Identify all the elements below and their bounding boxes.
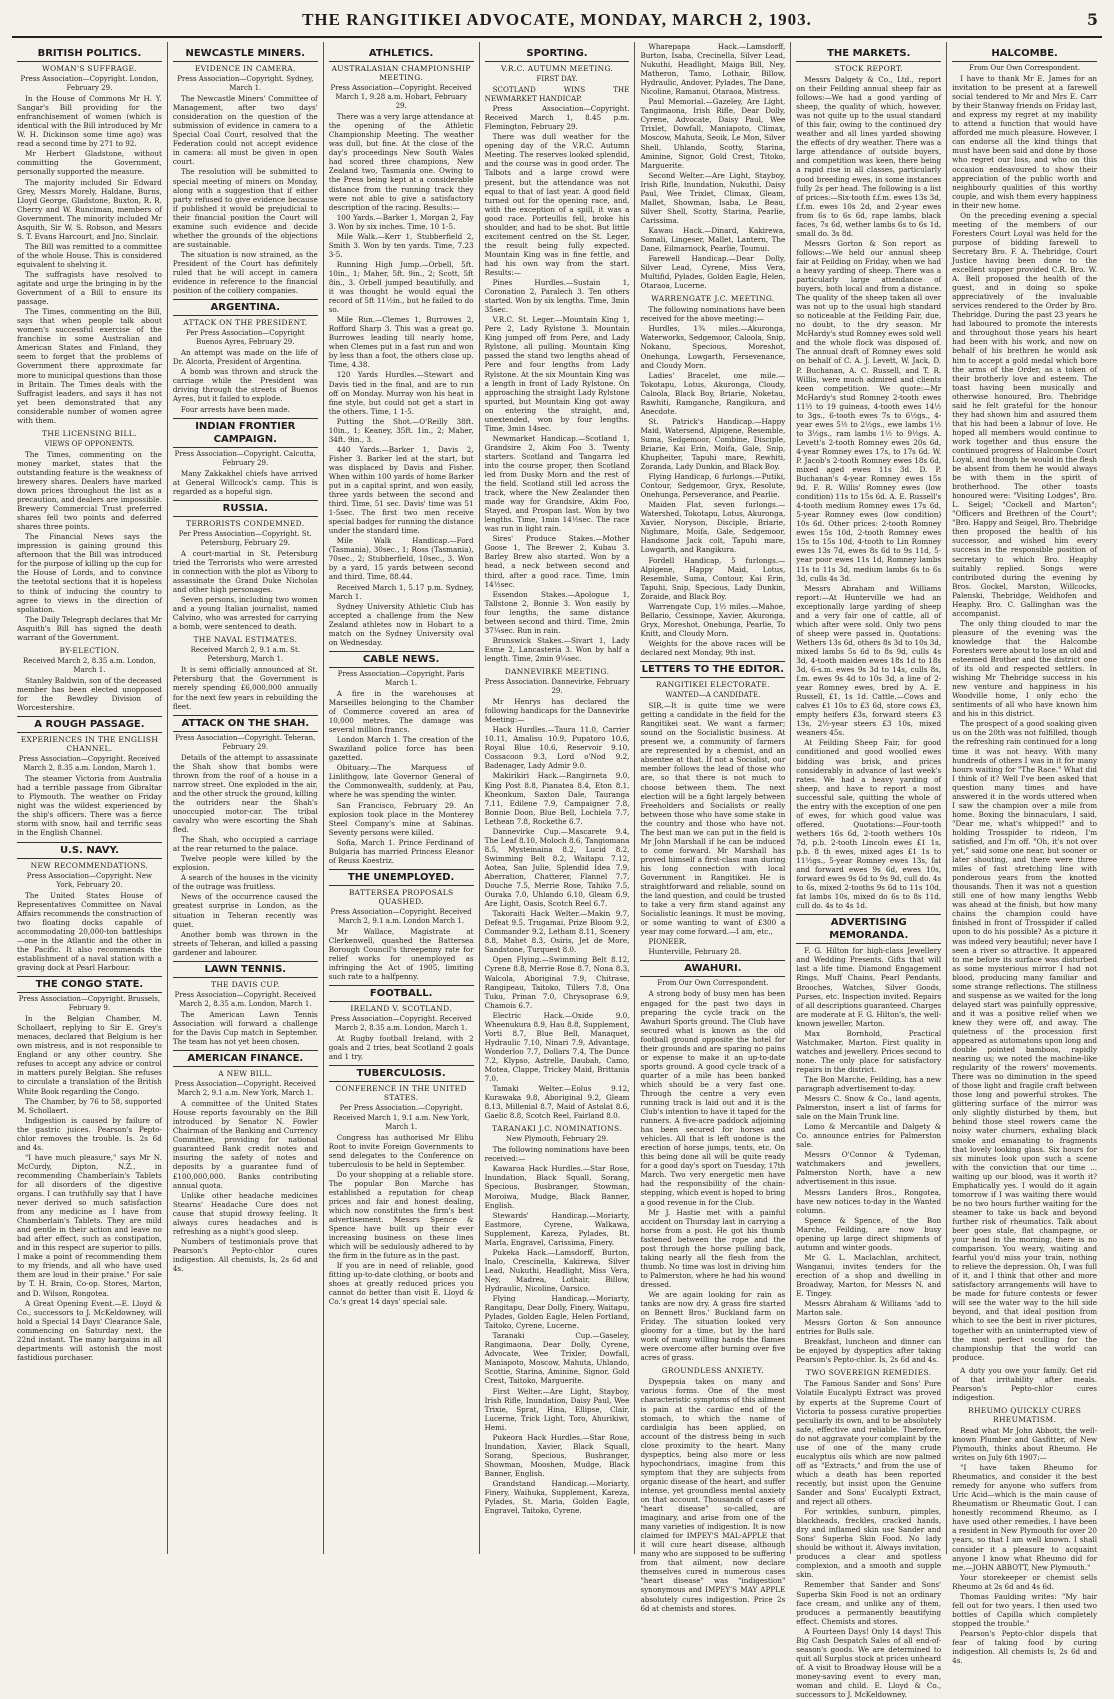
article-paragraph: Flying Handicap.—Moriarty, Rangitapu, Dear Dolly, Finery, Waitapu, Pylades, Golden Eagle, Helen Fortland, Taitoko, Cyrene, Lucerne.: [484, 1294, 630, 1331]
article-paragraph: Mile Walk.—Kerr 1, Stubberfield 2, Smith 3. Won by ten yards. Time, 7.23 3-5.: [328, 231, 474, 259]
article-headline: THE MARKETS.: [796, 46, 941, 62]
article-paragraph: For wrinkles, sunburn, pimples, blackheads, freckles, cracked hands, dry and inflamed skin use Sander and Sons' Superba Skin Food. No lady should be without it. Always invitation, produces a clear and spotless complexion, and a smooth and supple skin.: [796, 1507, 942, 1580]
article-headline: LETTERS TO THE EDITOR.: [640, 661, 785, 678]
article-paragraph: Numbers of testimonials prove that Pearson's Pepto-chlor cures indigestion. All chemists, Is, 2s 6d and 4s.: [172, 1236, 318, 1273]
article: [796, 46, 941, 910]
article-subheading: EXPERIENCES IN THE ENGLISH CHANNEL.: [20, 735, 159, 754]
article: [173, 418, 318, 496]
article-dateline: Press Association—Copyright. Received March 2, 9.1 a.m. London March 1.: [330, 907, 472, 925]
article-paragraph: We are again looking for rain as tanks are now dry. A grass fire started on Bennett Bros.' Buckland farm on Friday. The situation looked very gloomy for a time, but by the hard work of many willing hands the flames were overcome after burning over five acres of grass.: [640, 1290, 786, 1363]
article: [173, 1050, 318, 1273]
article-dateline: New Plymouth, February 29.: [505, 1135, 609, 1144]
article-paragraph: Four arrests have been made.: [180, 404, 290, 414]
article: [329, 1065, 474, 1306]
article-paragraph: An attempt was made on the life of Dr. Alcorta, President of Argentina.: [172, 348, 318, 367]
page-number: 5: [1086, 10, 1098, 29]
article-subheading: NEW RECOMMENDATIONS.: [30, 860, 149, 870]
article-paragraph: A duty you owe your family. Get rid of that irritability after meals. Pearson's Pepto-chlor cures indigestion.: [952, 1365, 1098, 1402]
article-subheading: DANNEVIRKE MEETING.: [504, 667, 610, 676]
article-paragraph: The only thing clouded to mar the pleasure of the evening was the knowledge that the Halcombe Foresters were about to lose an old and esteemed Brother and the district one of its old and respected settlers. In wishing Mr Thebridge success in his new venture and happiness in his Woodville home, I only echo the sentiments of all who have known him and his in this district.: [952, 618, 1098, 719]
article-paragraph: Seven persons, including two women and a young Italian journalist, named Calvino, who was arrested for carrying a bomb, were sentenced to death.: [172, 595, 318, 632]
article-subheading: THE NAVAL ESTIMATES.: [193, 635, 298, 645]
article: [173, 500, 318, 632]
article-paragraph: The following nominations have been received for the above meeting:—: [640, 305, 786, 324]
article-paragraph: Farewell Handicap.—Dear Dolly, Silver Lead, Cyrene, Miss Vera, Multifid, Pylades, Golden Eagle, Helen, Otaraoa, Lucerne.: [640, 254, 786, 291]
article-paragraph: Electric Hack.—Oxide 9.0, Wheenukura 8.9, Hau 8.8, Supplement, Vorti 8.7, Blue Bell, Manaquet, Hydraulic 7.10, Ninari 7.9, Advantage, Wonderloo 7.7, Dollars 7.4, The Dunce 7.2, Klypso, Astrelle, Daubah, Camo, Motea, Clappe, Trickey Maid, Brittania 7.0.: [484, 1010, 630, 1084]
article-paragraph: It is semi officially announced at St. Petersburg that the Government is merely spending £6,000,000 annually for the next few years in rebuilding the fleet.: [172, 665, 318, 711]
article-paragraph: Mr Henrys has declared the following handicaps for the Dannevirke Meeting:—: [484, 697, 630, 725]
article-paragraph: The Shah, who occupied a carriage at the rear returned to the palace.: [172, 835, 318, 854]
article-paragraph: The situation is now strained, as the President of the Court has definitely ruled that he will accept in camera evidence in reference to the financial position of the colliery companies.: [172, 249, 318, 296]
article-paragraph: Putting the Shot.—O'Reilly 38ft. 10in., 1; Keaney, 35ft. 1in., 2; Maher, 34ft. 9in., 3.: [328, 416, 474, 444]
article-paragraph: Remember that Sander and Sons' Superba Skin Food is not an ordinary face cream, and unlike any of them, produces a permanently beautifying effect. Chemists and stores.: [796, 1580, 942, 1626]
article-paragraph: Kawau Hack.—Dinard, Kakirewa, Somali, Lingeser, Mallet, Lantern, The Dane, Eilmarnock, Pearlie, Toumui.: [640, 225, 786, 254]
article-paragraph: The suffragists have resolved to agitate and urge the bringing in by the Government of a Bill to ensure its passage.: [17, 269, 162, 307]
article-paragraph: A Fourteen Days! Only 14 days! This Big Cash Despatch Sales of all end-of-season's goods. We are determined to quit all Surplus stock at prices unheard of. A visit to Broadway House will be a money-saving event to every man, woman and child. E. Lloyd & Co., successors to J. McKeldowney.: [796, 1626, 942, 1699]
article-paragraph: Weights for the above races will be declared next Monday, 9th inst.: [640, 638, 786, 657]
article-paragraph: Pines Hurdles.—Sustain 1, Coronation 2, Paralech 3. Ten others started. Won by six lengths. Time, 3min 35sec.: [484, 278, 630, 315]
article-headline: CABLE NEWS.: [329, 651, 474, 668]
article: [485, 667, 630, 1120]
article-dateline: Press Association—Copyright. London, February 29.: [20, 75, 159, 93]
article-subheading: TERRORISTS CONDEMNED.: [186, 518, 305, 528]
article: [640, 294, 785, 657]
article-subheading: STOCK REPORT.: [834, 64, 903, 73]
article-paragraph: The Famous Sander and Sons' Pure Volatile Eucalypti Extract was proved by experts at the Supreme Court of Victoria to possess curative properties peculiarly its own, and to be absolutely safe, effective and reliable. Therefore, do not aggravate your complaint by the use of one of the many crude eucalyptus oils which are now palmed off as "Extracts," and from the use of which a death has been reported recently, but insist upon the Genuine Sander and Sons' Eucalypti Extract, and reject all others.: [796, 1379, 942, 1507]
article-subheading: TWO SOVEREIGN REMEDIES.: [806, 1368, 932, 1378]
article-subheading: BATTERSEA PROPOSALS QUASHED.: [348, 887, 454, 906]
article-subheading: EVIDENCE IN CAMERA.: [194, 64, 296, 73]
article-paragraph: SIR,—It is quite time we were getting a candidate in the field for the Rangitikei seat. We want a farmer; sound on the Socialistic business. At present we, a community of farmers are represented by a chemist, and an absentee at that. If not a Socialist, our member follows the lead of those who are, so that there is not much to choose between them. The next election will be a fight largely between Freeholders and Socialists or really between those who have some stake in the country and those who have not. The best man we can put in the field is Mr John Marshall if he can be induced to come forward. Mr Marshall has proved himself a first-class man during his long connection with local Government in Rangitikei. He is straightforward and reliable, sound on the land question, and could be trusted to take a very firm stand against any Socialistic leanings. It must be moving, or some wanting to want of £300 a year may come forward.—I am, etc.,: [640, 701, 786, 937]
article-paragraph: London March 1. The creation of the Swaziland police force has been gazetted.: [328, 735, 474, 763]
article-paragraph: Hurdles, 1¾ miles.—Akuronga, Waterworks, Sedgemoor, Caloola, Snip, Nokanu, Specious, Moreshot, Onehunga, Lowgarth, Fersevenance, and Cloudy Morn.: [640, 324, 786, 370]
article-paragraph: "I have much pleasure," says Mr N. McCurdy, Dipton, N.Z., in recommending Chamberlain's Tablets for all disorders of the digestive organs. I can truthfully say that I have never derived so much satisfaction from any medicine as I have from Chamberlain's Tablets. They are mild and gentle in their action and leave no bad after effect, such as constipation, and in this respect are superior to pills. I make a point of recommending them to my friends, and all who have used them are loud in their praise." For sale by T. H. Brain, Co-op. Stores, Marton, and D. Wilson, Rongotea.: [17, 1152, 162, 1298]
masthead: [12, 10, 1102, 38]
article: [17, 646, 162, 712]
article-paragraph: Spence & Spence, of the Bon Marche, Feilding, are now busy opening up large direct shipments of autumn and winter goods.: [796, 1215, 942, 1252]
article-paragraph: The United States House of Representatives Committee on Naval Affairs recommends the construction of two floating docks capable of accommodating 20,000-ton battleships—one in the Atlantic and the other in the Pacific. It also recommends the establishment of a naval station with a graving dock at Pearl Harbour.: [17, 890, 162, 972]
article-paragraph: 440 Yards.—Barker 1, Davis 2, Fisher 3. Barker led at the start, but was displaced by Davis and Fisher. When within 100 yards of home Barker put in a capital sprint, and won easily, three yards between the second and third. Time, 51 sec. Davis' time was 51 1-5sec. The first two men receive special badges for running the distance under the standard time.: [328, 444, 474, 536]
article-paragraph: In the Belgian Chamber, M. Schollaert, replying to Sir E. Grey's menaces, declared that Belgium is her own mistress, and is not responsible to England or any other country. She refuses to accept any advice or control in matters purely Belgian. She refuses to circulate a translation of the British White Book regarding the Congo.: [17, 1014, 162, 1096]
article-dateline: WANTED—A CANDIDATE.: [665, 691, 761, 700]
article-dateline: Press Association—Copyright. Sydney, March 1.: [177, 75, 314, 93]
article-subheading: A NEW BILL.: [218, 1069, 273, 1079]
article: [17, 842, 162, 973]
article-paragraph: Mr Wallace, Magistrate at Clerkenwell, quashed the Battersea Borough Council's threepenny rate for relief works for unemployed as infringing the Act of 1905, limiting such rate to a halfpenny.: [328, 926, 474, 982]
article-paragraph: Breakfast, luncheon and dinner can be enjoyed by dyspeptics after taking Pearson's Pepto-chlor. Is, 2s 6d and 4s.: [796, 1337, 942, 1365]
article-paragraph: The Bon Marche, Feilding, has a new paragraph advertisement to-day.: [796, 1074, 942, 1094]
article: [173, 299, 318, 413]
article-paragraph: The Daily Telegraph declares that Mr Asquith's Bill has signed the death warrant of the Government.: [17, 614, 162, 642]
article-subheading: TARANAKI J.C. NOMINATIONS.: [492, 1124, 622, 1134]
article-paragraph: Obituary.—The Marquess of Linlithgow, late Governor General of the Commonwealth, suddenly, at Pau, where he was spending the winter.: [328, 763, 474, 800]
article-paragraph: St. Patrick's Handicap.—Happy Maid, Watersend, Alpigene, Resemble, Suma, Sedgemoor, Combine, Disciple, Briarie, Kai Erin, Moifa, Gale, Snip, Khupheiter, Tapuhi mare, Rewhiti, Zoranda, Lady Dunkin, and Black Boy.: [640, 416, 786, 472]
article: [17, 46, 162, 425]
article-paragraph: Sydney University Athletic Club has accepted a challenge from the New Zealand athletes now in Hobart to a match on the Sydney University oval on Wednesday.: [328, 601, 474, 647]
article-paragraph: The American Lawn Tennis Association will forward a challenge for the Davis Cup match in September. The team has not yet been chosen.: [172, 1009, 318, 1046]
article-paragraph: There was dull weather for the opening day of the V.R.C. Autumn Meeting. The reserves looked splendid, and the course was in good order. The Talbots and a large crowd were present, but the attendance was not equal to that of last year. A good field turned out for the opening race, and, with the exception of a spill, it was a good race. Porteullis fell, broke his shoulder, and had to be shot. But little excitement centred on the St. Leger, the result being fully expected. Mountain King was in fine fettle, and had his own way from the start. Results:—: [484, 132, 630, 277]
article-paragraph: Grandstand Handicap.—Moriarty, Finery, Waihuka, Supplement, Kareza, Pylades, St. Maria, Golden Eagle, Engravel, Taitoko, Cyrene.: [484, 1478, 630, 1516]
article-headline: FOOTBALL.: [329, 985, 474, 1002]
article-paragraph: Mile Run.—Clemes 1, Burrowes 2, Rofford Sharp 3. This was a great go. Burrowes leading till nearly home, when Clemes put in a fast run and won by less than a foot, the others close up. Time, 4.38.: [328, 315, 474, 370]
column-4: [480, 42, 636, 1554]
article-dateline: VIEWS OF OPPONENTS.: [44, 439, 135, 448]
article-paragraph: A strong body of busy men has been engaged for the past two days in preparing the cycle track on the Awahuri Sports ground. The Club have secured what is known as the old football ground opposite the hotel for their grounds and are sparing no pains or expense to make it an up-to-date sports ground. A good cycle track of a quarter of a mile has been banked which should be a very fast one. Through the centre a very even running track is laid out and it is the Club's intention to have it taped for the runners. A five-acre paddock adjoining has been secured for horses and vehicles. All that is left undone is the erection of horse jumps, tents, etc. On this being done all will be quite ready for a good day's sport on Tuesday, 17th March. Two very energetic men have had the responsibility of the chain-stepping, which event is hoped to bring a good revenue in for the Club.: [640, 989, 786, 1207]
columns-container: [12, 42, 1102, 1699]
article-paragraph: The majority included Sir Edward Grey, Messrs Morely, Haldane, Burns, Lloyd George, Gladstone, Buxton, R. R. Cherry and W. Runciman, members of Government. The minority included Mr Asquith, Sir W. S. Robson, and Messrs S. T. Evans Harcourt, and Jno. Sinclair.: [17, 177, 162, 241]
article: [952, 46, 1097, 1362]
article-paragraph: Open Flying.—Swimming Belt 8.12, Cyrene 8.8, Merrie Rose 8.7, Nona 8.3, Walcola, Aboriginal 7.9, Chitrase, Rangipeau, Taitoko, Tillers 7.8, Ona Tuku, Prinan 7.0, Chrysoprase 6.9, Chamois 6.7.: [484, 955, 630, 1010]
article-paragraph: Messrs Abraham & Williams 'add to Marton sale.: [796, 1299, 942, 1318]
article-paragraph: Messrs Abraham and Williams report:—At Hunterville we had an exceptionally large yarding of sheep and a very fair one of cattle, all of which after were sold. Only two pens of sheep were passed in. Quotations: Wethers 13s 6d, others 8s 3d to 10s 3d, mixed lambs 5s 6d to 8s 9d, culls 4s 3d, 4-tooth maiden ewes 18s 1d to 18s 3d, 6-s.m. ewes 9s 3d to 14s, culls 8s, f.m. ewes 9s 4d to 10s 3d, a line of 2-year Romney ewes, bred by A. E. Russell, £1, 1s 1d. Cattle.—Cows and calves £1 10s to £3 6d, store cows £3, empty heifers £3s, forward steers £3 13s, 2½-year steers £3 10s, mixed weaners 45s.: [796, 583, 942, 738]
article-headline: A ROUGH PASSAGE.: [17, 716, 162, 733]
article-paragraph: First Welter.—Are Light, Stayboy, Irish Rifle, Inundation, Daisy Paul, Wee Trixie, Sprat, Hina, Ellipse, Clair, Lucerne, Trick Light, Toro, Ahurikiwi, Hemi.: [484, 1386, 630, 1432]
article-paragraph: Stanley Baldwin, son of the deceased member has been elected unopposed for the Bewdley Division of Worcestershire.: [17, 675, 162, 713]
article: [173, 715, 318, 957]
article-subheading: RANGITIKEI ELECTORATE.: [655, 680, 770, 690]
article-headline: ATHLETICS.: [329, 46, 474, 62]
article-paragraph: Warrengate Cup, 1½ miles.—Mahoe, Bellario, Cessinope, Xavier, Akuronga, Gryx, Moreshot, Onehunga, Pearlie, To Knitt, and Cloudy Morn.: [640, 601, 786, 638]
article: [485, 1124, 630, 1515]
article-paragraph: The Financial News says the impression is gaining ground this afternoon that the Bill was introduced for the purpose of killing up the cup for the House of Lords, and to convince the teetotal sections that it is hopeless to think of inducing the country to agree to views in the direction of spoliation.: [17, 532, 162, 614]
article-paragraph: Fordell Handicap, 5 furlongs.—Alpigene, Happy Maid, Lotus, Resemble, Suma, Contour, Kai Erin, Tapuhi, Snip, Specious, Lady Dunkin, Zoraide, and Black Boy.: [640, 555, 786, 601]
article-paragraph: Maiden Flat, seven furlongs.—Watershed, Tokotapu, Lotus, Akuronga, Xavier, Noryson, Disciple, Briarie, Nighmare, Moifa, Gale, Sedgemoor, Handsome Jack colt, Tapuhi mare, Lowgarth, and Rangikura.: [640, 500, 786, 555]
article-dateline: Press Association—Copyright. Received March 1, 9.28 a.m. Hobart, February 29.: [330, 84, 472, 111]
article-dateline: Press Association—Copyright. Received March 2, 8.35 a.m. London, March 1.: [330, 1015, 472, 1033]
article-dateline: Press Association—Copyright. Paris March 1.: [337, 669, 465, 687]
article-headline: ATTACK ON THE SHAH.: [173, 715, 318, 732]
newspaper-page: [12, 10, 1102, 1699]
column-5: [635, 42, 791, 1613]
article-headline: NEWCASTLE MINERS.: [173, 46, 318, 62]
article-paragraph: Stewards' Handicap.—Moriarty, Eastmore, Cyrene, Walkawa, Supplement, Kareza, Pylades, Bt. Marla, Engravel, Carissima, Finery.: [484, 1210, 630, 1247]
article-headline: U.S. NAVY.: [17, 842, 162, 859]
article: [329, 46, 474, 647]
article-paragraph: Mile Walk Handicap.—Ford (Tasmania), 30sec., 1; Ross (Tasmania), 70sec., 2; Stubberfield, 10sec., 3. Won by a yard, 15 yards between second and third. Time, 88.44.: [328, 536, 474, 582]
article-subheading: V.R.C. AUTUMN MEETING.: [500, 64, 614, 73]
column-3: [324, 42, 480, 1554]
article: [796, 914, 941, 1364]
article: [173, 961, 318, 1046]
article-headline: HALCOMBE.: [952, 46, 1097, 62]
article-headline: ADVERTISING MEMORANDA.: [796, 914, 941, 944]
article-paragraph: Wharepapa Hack.—Lamsdorff, Burton, Isaba, Crecinella, Silver Lead, Nukuthi, Headlight, Maiga Bill, Ney, Matheron, Tamo, Lothair, Billow, Hydraulic, Andover, Pylades, The Dane, Nicoline, Ramanui, Otaraoa, Mistress.: [640, 42, 786, 97]
article-dateline: Press Association—Copyright. Calcutta, February 29.: [174, 449, 316, 467]
article-paragraph: The resolution will be submitted to special meeting of miners on Monday, along with a suggestion that if either party refused to give evidence because if published it would be prejudicial to their financial position the Court will examine such evidence and decide whether the grounds of the objections are sustainable.: [172, 167, 318, 249]
article: [952, 1406, 1097, 1665]
article-dateline: Per Press Association—Copyright Buenos Ayres, February 29.: [185, 329, 305, 347]
article-paragraph: Second Welter.—Are Light, Stayboy, Irish Rifle, Inundation, Nukuthi, Daisy Paul, Wee Trixlet, Climax, Gleam, Mallet, Showman, Isaba, Le Beau, Silver Shell, Scotty, Starina, Pearlie, Carissima.: [640, 170, 786, 225]
article-dateline: Press Association—Copyright. Received March 2, 8.35 a.m. London, March 1.: [18, 755, 161, 773]
article-subheading: THE LICENSING BILL.: [42, 428, 137, 438]
article-paragraph: Makirikiri Hack.—Rangirneta 9.0, King Post 8.8, Pianatea 8.4, Eton 8.1, Kheonkum, Saxton Dale, Tauranga 7.11, Edilene 7.9, Campaigner 7.8, Bonnie Doon, Blue Bell, Lochiela 7.7, Lethean 7.8, Rockethe 6.7.: [484, 771, 630, 826]
article-paragraph: Another bomb was thrown in the streets of Teheran, and killed a passing gardener and labourer.: [172, 929, 318, 957]
column-6: [791, 42, 947, 1699]
article-paragraph: Essendon Stakes.—Apologue 1, Tallstone 2, Bonnie 3. Won easily by four lengths, the same distance between second and third. Time, 2min 37¼sec. Run in rain.: [484, 589, 630, 635]
article-paragraph: SCOTLAND WINS THE NEWMARKET HANDICAP.: [484, 85, 630, 104]
article-paragraph: The steamer Victoria from Australia had a terrible passage from Gibraltar to Plymouth. The weather on Friday night was the wildest experienced by the ship's officers. There was a fierce storm with snow, hail and terrific seas in the English Channel.: [17, 774, 162, 838]
article: [329, 651, 474, 865]
article-paragraph: A committee of the United States House reports favourably on the Bill introduced by Senator N. Fowler Chairman of the Banking and Currency Committee, providing for national guaranteed Bank credit notes and insuring the safety of notes and deposits by a guarantee fund of £100,000,000. Banks contributing annual quota.: [172, 1099, 318, 1190]
article-paragraph: In the House of Commons Mr H. Y. Sangar's Bill providing for the enfranchisement of women (which is identical with the Bill introduced by Mr W. H. Dickinson some time ago) was read a second time by 271 to 92.: [17, 94, 162, 149]
article-paragraph: Messrs Landers Bros., Rongotea, have new notices to-day in the Wanted column.: [796, 1187, 942, 1215]
article-paragraph: Running High Jump.—Orbell, 5ft. 10in., 1; Maher, 5ft. 9in., 2; Scott, 5ft 8in., 3. Orbell jumped beautifully, and it was thought he would equal the record of 5ft 11½in., but he failed to do so.: [328, 259, 474, 315]
article-paragraph: Newmarket Handicap.—Scotland 1, Grandsire 2, Akim Foo 3. Twenty starters. Scotland and Tangarra led into the course proper, then Scotland led from Dusky Morn and the rest of the field. Scotland still led across the track, where the New Zealander then made way for Grandsire, Akim Foo, Stayed, and Prospan last. Won by two lengths. Time, 1min 14½sec. The race was run in light rain.: [484, 433, 630, 534]
article-paragraph: Messrs Gorton & Son announce entries for Bulls sale.: [796, 1318, 942, 1337]
article-paragraph: Indigestion is caused by failure of the gastric juices. Pearson's Pepto-chlor removes the trouble. Is. 2s 6d and 4s.: [17, 1115, 162, 1152]
article-dateline: FIRST DAY.: [536, 75, 578, 83]
article-paragraph: "I have taken Rheumo for Rheumatics, and consider it the best remedy for anyone who suffers from Uric Acid—which is the main cause of Rheumatism or Rheumatic Gout. I can honestly recommend Rheumo, as I have used other remedies. I have been a resident in New Plymouth for over 20 years, so that I am well known. I shall consider it a pleasure to acquaint anyone I know what Rheumo did for me.—JOHN ABBOTT, New Plymouth.": [952, 1463, 1098, 1572]
article-paragraph: F. G. Hilton for high-class Jewellery and Wedding Presents. Gifts that will last a life time. Diamond Engagement Rings, Muff Chains, Pearl Pendants, Brooches, Watches, Silver Goods, Purses, etc. Inspection invited. Repairs of all descriptions guaranteed. Charges are moderate at F. G. Hilton's, the well-known jeweller, Marton.: [796, 946, 942, 1028]
article-headline: TUBERCULOSIS.: [329, 1065, 474, 1082]
column-7: [947, 42, 1102, 1666]
article: [173, 46, 318, 295]
article-paragraph: Do your shopping at a reliable store. The popular Bon Marche has established a reputation for cheap prices and fair and honest dealing, which now constitutes the firm's best advertisement. Messrs Spence & Spence have built up their ever increasing business on these lines which will be sedulously adhered to by the firm in the future as in the past.: [328, 1169, 474, 1261]
article-paragraph: Dyspepsia takes on many and various forms. One of the most characteristic symptoms of this ailment is pain at the cardiac end of the stomach, to which the name of cardialgia has been applied, on account of the distress being in such close proximity to the heart. Many dyspeptics, being also more or less hypochondriacs, imagine from this symptom that they are subjects from organic disease of the heart, and suffer intense, yet groundless mental anxiety on that account. Thousands of cases of "heart disease" so-called, are imaginary, and arise from one of the many varieties of indigestion. It is now claimed for IMPEY'S MAL-APPLE that it will cure heart disease, although many who are supposed to be suffering from that ailment, now declare themselves cured in numerous cases "heart disease" was "indigestion" synonymous and IMPEY'S MAY APPLE absolutely cures indigestion. Price 2s 6d at chemists and stores.: [640, 1377, 786, 1613]
article-dateline: Press Association—Copyright. Received March 2, 8.35 a.m. London, March 1.: [174, 990, 316, 1008]
article-dateline: From Our Own Correspondent.: [969, 64, 1081, 72]
article-dateline: Press Association—Copyright. Teheran, February 29.: [175, 733, 316, 751]
article: [640, 1366, 785, 1612]
article-paragraph: A fire in the warehouses at Marseilles belonging to the Chamber of Commerce covered an area of 10,000 metres. The damage was several million francs.: [328, 688, 474, 735]
article-paragraph: Kawaroa Hack Hurdles.—Star Rose, Inundation, Black Squall, Sorang, Specious, Busbranger, Stowman, Moroiwa, Mudge, Black Banner, English.: [484, 1164, 630, 1210]
article-subheading: GROUNDLESS ANXIETY.: [661, 1366, 765, 1376]
article-paragraph: Mr J. Hastie met with a painful accident on Thursday last in carrying a horse from a post. He got his thumb fastened between the rope and the post through the horse pulling back, taking nearly all the flesh from the thumb. No time was lost in driving him to Palmerston, where he had his wound dressed.: [640, 1207, 786, 1289]
article-headline: THE CONGO STATE.: [17, 976, 162, 993]
article-subheading: WOMAN'S SUFFRAGE.: [41, 64, 137, 73]
article-paragraph: Messrs Gorton & Son report as follows:—We held our annual sheep fair at Feilding on Friday, when we had a heavy yarding of sheep. There was a particularly large attendance of buyers, both local and from a distance. The quality of the sheep taken all over was not up to the usual high standard so noticeable at the Feilding Fair, due, no doubt, to the dry season. Mr McHardy's stud Romney ewes sold well and the whole flock was disposed of. The annual draft of Romney ewes sold on behalf of C. A. J. Levett, W. Jack, D. P. Buchanan, A. C. Russell, and T. R. Willis, were much admired and clients keen competition. We quote:—Mr McHardy's stud Romney 2-tooth ewes 11½ to 19 guineas, 4-tooth ewes 14½ to 3gs., 6-tooth ewes 7s to 6½gs., 4-year ewes 5½ to 2½gs., ewe lambs 1½ to 3½gs., ram lambs 1½ to 9½gs. A. Levett's 2-tooth Romney ewes 20s 6d, 4-year Romney ewes 17s, to 17s 6d. W. P. Jacob's 2-tooth Romney ewes 18s 6d, mixed aged ewes 11s 3d. D. P. Buchanan's 4-year Romney ewes 15s 9d. F. R. Willis' Romney ewes (low condition) 11s to 15s 6d. A. E. Russell's 4-tooth medium Romney ewes 17s 6d, 5-year Romney ewes (low condition) 10s 6d. Other prices: 2-tooth Romney ewes 15s 10d, 2-tooth Romney ewes 15s to 15s 10d, 4-tooth to Lin Romney ewes 13s 7d, ewes 8s 6d to 9s 11d, 5-year poor ewes 11s 1d, Romney lambs 11s to 11s 3d, medium lambs 6s to 6s 3d, culls 4s 3d.: [796, 238, 942, 583]
article-paragraph: The Newcastle Miners' Committee of Management, after two days' consideration on the question of the submission of evidence in camera to a Special Coal Court, resolved that the Federation could not accept evidence in camera: all must be given in open court.: [172, 94, 318, 167]
article-paragraph: Sires' Produce Stakes.—Mother Goose 1, The Brewer 2, Kubau 3. Barley Brew also started. Won by a head, a neck between second and third, after a good race. Time, 1min 14½sec.: [484, 534, 630, 589]
article-paragraph: Messrs Dalgety & Co., Ltd., report on their Feilding annual sheep fair as follows:—We had a good yarding of sheep, the quality of which, however, was not quite up to the usual standard of this fair, owing to the continued dry weather and all lines yarded showing the effects of dry weather. There was a large attendance of outside buyers, and competition was keen, there being a rapid rise in all classes, particularly good breeding ewes, in some instances fully 2s per head. The following is a list of prices:—Six-tooth f.f.m. ewes 13s 3d, f.f.m. ewes 10s 2d, and 2-year ewes from 6s to 6s 6d, rape lambs, black faces, 7s 6d, wether lambs 6s to 6s 1d, small do. 3s 8d.: [796, 75, 942, 238]
article-paragraph: Hunterville, February 28.: [648, 947, 742, 957]
article-paragraph: The Times, commenting on the Bill, says that when people talk about women's successful exercise of the franchise in some Australian and American States and Finland, they seem to forget that the problems of Government there approximate far more to municipal questions than those in Britain. The Times deals with the Suffragist leaders, and says it has not yet been demonstrated that any considerable number of women agree with them.: [17, 307, 162, 425]
article-dateline: Per Press Association—Copyright. St. Petersburg, February 29.: [178, 529, 312, 547]
article-paragraph: Press Association—Copyright. Received March 1, 8.45 p.m. Flemington, February 29.: [484, 104, 630, 132]
article-headline: INDIAN FRONTIER CAMPAIGN.: [173, 418, 318, 448]
article-paragraph: A Great Opening Event.—E. Lloyd & Co., successors to J. McKeldowney, will hold a Special 14 Days' Clearance Sale, commencing on Saturday next, the 22nd instant. The many bargains in all departments will astonish the most fastidious purchaser.: [17, 1298, 162, 1362]
masthead-title: THE RANGITIKEI ADVOCATE, MONDAY, MARCH 2, 1903.: [302, 10, 812, 29]
article-paragraph: Takoraiti Hack Welter.—Makin 9.7, Defeat 9.5, Trugamai, Prize Bloom 9.2, Commander 9.2, Letham 8.11, Scenery 8.8, Mahet 8.3, Osiris, Jet de More, Sandstone, Turquest 8.0.: [484, 909, 630, 955]
article-paragraph: Messrs O'Connor & Tydeman, watchmakers and jewellers, Palmerston North, have a new advertisement in this issue.: [796, 1150, 942, 1187]
article-paragraph: Sofia, March 1. Prince Ferdinand of Bulgaria has married Princess Eleanor of Reuss Koestriz.: [328, 837, 474, 865]
article: [17, 716, 162, 837]
article-paragraph: Received March 1, 5.17 p.m. Sydney, March 1.: [328, 582, 474, 601]
article: [640, 42, 785, 290]
article-headline: ARGENTINA.: [173, 299, 318, 316]
article-paragraph: At Rugby football Ireland, with 2 goals and 2 tries, beat Scotland 2 goals and 1 try.: [328, 1034, 474, 1062]
article-paragraph: Hack Hurdles.—Taura 11.0, Carrier 10.11, Amalisu 10.9, Pupatoro 10.6, Royal Blue 10.6, Reservoir 9.10, Cossacoon 9.3, Lord o'Nod 9.2, Badenager, Lady Admir 9.0.: [484, 725, 630, 771]
column-2: [168, 42, 324, 1554]
article-paragraph: Ladies' Bracelet, one mile.—Tokotapu, Lotus, Akuronga, Cloudy, Caloola, Black Boy, Briarie, Noketau, Rawhiti, Ramganche, Rangikura, and Anecdote.: [640, 370, 786, 416]
article-paragraph: Congress has authorised Mr Elihu Root to invite Foreign Governments to send delegates to the Conference on tuberculosis to be held in September.: [328, 1132, 474, 1169]
article: [17, 429, 162, 642]
article-paragraph: A court-martial in St. Petersburg tried the Terrorists who were arrested in connection with the plot as Viborg to assassinate the Grand Duke Nicholas and other high personages.: [172, 548, 318, 595]
article-paragraph: San Francisco, February 29. An explosion took place in the Monterey Steel Company's mine at Sabinas. Seventy persons were killed.: [328, 800, 474, 837]
article-dateline: Received March 2, 9.1 a.m. St. Petersburg, March 1.: [190, 646, 301, 664]
article-headline: LAWN TENNIS.: [173, 961, 318, 978]
article-dateline: From Our Own Correspondent.: [657, 979, 769, 988]
article-paragraph: If you are in need of reliable, good fitting up-to-date clothing, or boots and shoes at greatly reduced prices you cannot do better than visit E. Lloyd & Co.'s great 14 days' special sale.: [328, 1261, 474, 1307]
article-paragraph: Dannevirke Cup.—Mascarete 9.4, The Leaf 8.10, Moloch 8.6, Tangiomana 8.5, Mysteinaina 8.2, Lucid 8.2, Swimming Belt 8.2, Waitapu 7.12, Aotea, San Julie, Splendid Idea 7.9, Aberration, Chatterer, Flannel 7.7, Douche 7.5, Merrie Rose, Tahiko 7.5, Ouraka 7.0, Uhlando 6.10, Gleam 6.9, Are Light, Oasis, Scotch Reel 6.7.: [484, 826, 630, 909]
article-dateline: Press Association—Copyright. Brussels, February 9.: [18, 995, 161, 1013]
article-paragraph: On the preceding evening a special meeting of the members of our Foresters Court Loyal was held for the purpose of bidding farewell to Secretary Bro. F. A. Thebridge, Court Justice having been done to the excellent supper provided C.R. Bro. W. A. Bell proposed the health of the guest, and in doing so spoke appreciatively of the invaluable services rendered to the Order by Bro. Thebridge. During the past 23 years he had laboured to promote the interests and throughout those years his heart had been with his work, and now on behalf of his brethren he would ask him to accept a gold medal which bore the arms of the Order, as a token of their brotherly love and esteem. The toast having been musically and otherwise honoured, Bro. Thebridge said he felt grateful for the honour they had shown him and assured them that his had been a labour of love. He hoped all members would continue to work together and thus ensure the continued progress of Halcombe Court Loyal, and though he would in the flesh be absent from them he would always be with them in the spirit of brotherhood. The other toasts honoured were: "Visiting Lodges", Bro. L. Seigel; "Cockell and Marton"; "Officers and Brethren of the Court"; "Bro. Happy and Seigel, Bro. Thebridge then proposed the health of his successor, and wished him every success in the responsible position of secretary to which Bro. Heaphy suitably replied. Songs were contributed during the evening by Bros. Gockel, Marston, Willcocks, Palenski, Thebridge, Weldhofen and Heaphy. Bro. C. Gallinghan was the accompanist.: [952, 210, 1098, 618]
article-paragraph: Unlike other headache medicines Stearns' Headache Cure does not cause that stupid drowsy feeling. It always cures headaches and is refreshing as a night's good sleep.: [172, 1190, 318, 1236]
article-subheading: ATTACK ON THE PRESIDENT.: [183, 318, 308, 328]
column-1: [12, 42, 168, 1554]
article-paragraph: Taranaki Cup.—Gaseley, Rangimaona, Dear Dolly, Cyrene, Advocate, Wee Trixler, Dowfall, Maniapoto, Moscow, Mahuta, Uhlando, Scottie, Starina, Aminine, Signor, Gold Crest, Taitoko, Marguerite.: [484, 1331, 630, 1386]
article: [17, 976, 162, 1362]
article-paragraph: The Chamber, by 76 to 58, supported M. Schollaert.: [17, 1096, 162, 1115]
article: [640, 960, 785, 1362]
article-paragraph: A bomb was thrown and struck the carriage while the President was driving through the streets of Buenos Ayres, but it failed to explode.: [172, 367, 318, 404]
article-dateline: Press Association—Copyright. Received March 2, 9.1 a.m. New York, March 1.: [174, 1080, 316, 1098]
article-paragraph: Paul Memorial.—Gazeley, Are Light, Tangimaona, Irish Rifle, Dear Dolly, Cyrene, Advocate, Daisy Paul, Wee Trixlet, Dowfall, Maniapoto, Climax, Moscow, Mahuta, Seoik, Le Mon, Silver Shell, Uhlando, Scotty, Starina, Aminine, Signor, Gold Crest, Titoko, Marguerite.: [640, 97, 786, 170]
article-paragraph: Brunswick Stakes.—Sivart 1, Lady Esme 2, Lancasteria 3. Won by half a length. Time, 2min 9¼sec.: [484, 635, 630, 663]
article-paragraph: Mr Herbert Gladstone, without committing the Government, personally supported the measure.: [17, 149, 162, 177]
article-subheading: CONFERENCE IN THE UNITED STATES.: [335, 1084, 467, 1103]
article-headline: BRITISH POLITICS.: [17, 46, 162, 62]
article-paragraph: Mr G. L. Maclachlan, architect, Wanganui, invites tenders for the erection of a shop and dwelling in Broadway, Marton, for Messrs N. and E. Tingey.: [796, 1252, 942, 1299]
article: [173, 635, 318, 710]
article-subheading: BY-ELECTION.: [59, 645, 120, 655]
article-paragraph: Many Zakkakhel chiefs have arrived at General Willcock's camp. This is regarded as a hopeful sign.: [172, 468, 318, 496]
article-paragraph: V.R.C. St. Leger.—Mountain King 1, Pere 2, Lady Rylstone 3. Mountain King jumped off from Pere, and Lady Rylstone, all pulling. Mountain King passed the stand two lengths ahead of Pere and four lengths from Lady Rylstone. At the six Mountain King was a length in front of Lady Rylstone. On approaching the straight Lady Rylstone spurted, but Mountain King got away on entering the straight, and, unextended, won by four lengths. Time, 3min 14sec.: [484, 315, 630, 433]
article-paragraph: Pukeora Hack Hurdles.—Star Rose, Inundation, Xavier, Black Squall, Sorang, Specious, Bushranger, Showman, Mooshen, Mudge, Black Banner, English.: [484, 1432, 630, 1478]
article-headline: THE UNEMPLOYED.: [329, 869, 474, 886]
article-paragraph: Your storekeeper or chemist sells Rheumo at 2s 6d and 4s 6d.: [952, 1572, 1098, 1591]
article-paragraph: Twelve people were killed by the explosion.: [172, 854, 318, 873]
article-paragraph: Lomo & Mercantile and Dalgety & Co. announce entries for Palmerston sale.: [796, 1122, 942, 1150]
article-paragraph: The following nominations have been received:—: [484, 1145, 630, 1164]
article-paragraph: I have to thank Mr E. James for an invitation to be present at a farewell social tendered to Mr and Mrs E. Carr by their Stanway friends on Friday last, and express my regret at my inability to attend a function that would have afforded me much pleasure. However, I can endorse all the kind things that must have been said and done by those who regret our loss, and who on this occasion endeavoured to show their appreciation of the public worth and neighbourly qualities of this worthy couple, and wish them every happiness in their new home.: [952, 74, 1098, 210]
article: [485, 46, 630, 663]
article: [329, 985, 474, 1061]
article-paragraph: Flying Handicap, 6 furlongs.—Putiki, Contour, Sedgemoor, Gryx, Resolute, Onehunga, Perseverance, and Pearlie.: [640, 472, 786, 500]
article-subheading: RHEUMO QUICKLY CURES RHEUMATISM.: [968, 1405, 1082, 1424]
article: [329, 869, 474, 981]
article-paragraph: There was a very large attendance at the opening of the Athletic Championship Meeting. The weather was dull, but fine. At the close of the day's proceedings New South Wales had scored three champions, New Zealand two, Tasmania one. Owing to the Press being kept at a considerable distance from the running track they were not able to give a satisfactory description of the racing. Results:—: [328, 112, 474, 212]
article-paragraph: Details of the attempt to assassinate the Shah show that bombs were thrown from the roof of a house in a narrow street. One exploded in the air, and the other struck the ground, killing the outriders near the Shah's unoccupied motor-car. The tribal cavalry who were escorting the Shah fled.: [172, 752, 318, 835]
article-subheading: AUSTRALASIAN CHAMPIONSHIP MEETING.: [331, 64, 471, 82]
article-headline: SPORTING.: [485, 46, 630, 62]
article-paragraph: PIONEER.: [648, 937, 687, 947]
article-paragraph: Max Bornhold, Practical Watchmaker, Marton. First quality in watches and jewellery. Prices second to none. The only place for satisfactory repairs in the district.: [796, 1028, 942, 1074]
article-headline: RUSSIA.: [173, 500, 318, 517]
article-paragraph: Pukeka Hack.—Lamsdorff, Burton, Inalo, Crescinella, Kakirewa, Silver Lead, Nukuthi, Headlight, Miss Vera, Ney, Madrea, Lothair, Billow, Hydraulic, Nicoline, Oarsico.: [484, 1247, 630, 1293]
article-paragraph: Read what Mr John Abbott, the well-known Plumber and Gasfitter, of New Plymouth, thinks about Rheumo. He writes on July 6th 1907:—: [952, 1425, 1098, 1463]
article-paragraph: 100 Yards.—Barker 1, Morgan 2, Fay 3. Won by six inches. Time, 10 1-5.: [328, 212, 474, 231]
article-dateline: Per Press Association.—Copyright. Received March 1, 9.1 a.m. New York, March 1.: [333, 1104, 470, 1131]
article-paragraph: News of the occurrence caused the greatest surprise in London, as the situation in Teheran recently was quiet.: [172, 892, 318, 929]
article: [796, 1368, 941, 1699]
article-paragraph: 120 Yards Hurdles.—Stewart and Davis tied in the final, and are to run off on Monday. Murray won his heat in fine style, but could not get a start in the others. Time, 1 1-5.: [328, 370, 474, 416]
article-headline: AWAHURI.: [640, 960, 785, 977]
article-paragraph: The Bill was remitted to a committee of the whole House. This is considered equivalent to shelving it.: [17, 241, 162, 269]
article-dateline: Press Association. Dannevirke, February 29.: [484, 678, 630, 696]
article-dateline: Press Association—Copyright. New York, February 20.: [26, 871, 153, 889]
article: [952, 1366, 1097, 1402]
article-paragraph: A search of the houses in the vicinity of the outrage was fruitless.: [172, 873, 318, 892]
article-paragraph: Thomas Faulding writes: "My hair fell out for two years. I then used two bottles of Capilla which completely stopped the trouble.": [952, 1591, 1098, 1628]
article-paragraph: At Feilding Sheep Fair, for good conditioned and good woolled ewes bidding was brisk, and prices considerably in advance of last week's rates. We had a heavy yarding of sheep, and have to report a most successful sale, quitting the whole of the entry with the exception of one pen of ewes, for which good value was offered. Quotations:—Four-tooth wethers 16s 6d, 2-tooth wethers 10s 7d, p.b. 2-tooth Lincoln ewes £1 1s, p.b. 8 th ewes, mixed ages £1 1s to 11½gs., 5-year Romney ewes 13s, fat and forward ewes 9s 6d, ewes 10s, forward ewes 9s 6d to 9s 9d, cull do. 4s to 6s, mixed 2-tooths 9s 6d to 11s 10d, fat lambs 10s, mixed do 6s to 8s 11d, cull do. 4s to 4s 1d.: [796, 738, 942, 911]
article-dateline: Received March 2, 8.35 a.m. London, March 1.: [22, 656, 156, 674]
article-subheading: WARRENGATE J.C. MEETING.: [651, 294, 775, 304]
article-paragraph: Pearson's Pepto-chlor dispels that fear of taking food by curing indigestion. All chemists Is, 2s 6d and 4s.: [952, 1628, 1098, 1666]
article-subheading: IRELAND V. SCOTLAND.: [350, 1004, 452, 1014]
article-headline: AMERICAN FINANCE.: [173, 1050, 318, 1067]
article-subheading: THE DAVIS CUP.: [211, 979, 280, 989]
article-paragraph: The Times, commenting on the money market, states that the outstanding feature is the weakness of brewery shares. Dealers have marked down prices throughout the list as a precaution, and dealers are impossible. Brewery Commercial Trust preferred shares fell two points and deferred shares three points.: [17, 449, 162, 532]
article-paragraph: Tamaki Welter.—Eolus 9.12, Kurawaka 9.8, Aboriginal 9.2, Gleam 8.13, Millenial 8.7, Maid of Astolat 8.6, Gaelic 8.8, Scotch Reel, Fairland 8.0.: [484, 1084, 630, 1121]
article-paragraph: Messrs C. Snow & Co., land agents, Palmerston, insert a list of farms for sale on the Main Trunk line.: [796, 1094, 942, 1122]
article-paragraph: The prospect of a good soaking given us on the 20th was not fulfilled, though the refreshing rain continued for a long time it was not heavy. With many hundreds of others I was in it for many hours waiting for "The Race." What did I think of it? Well I've been asked that question many times and have answered it in the words uttered when I saw the champion over a mile from home. Boxing the binnaculars, I said, "Dear me, what's whipped!" and to holding Trosspider to rideon, I'm satisfied, and I'm off. "Oh, it's not over yet," said some one near, but sooner or later shouting, and there were three miles of fast stretching line with ponderous years from the knotted thousands. Then it was not a question still one of how many lengths Webb was ahead at the finish, but how many chains the champion could have finished in front of Trosspider if called upon to do his possible? As a picture it was indeed very beautiful; never have I seen a river so attractive. It appeared to me before its surface was disturbed as some mysterious mirror I had not blood, producing many familiar and some strange reflections. The stillness and suspense as we waited for the long delayed start was painfully oppressive, and it was a positive relief when we knew they were off, and away. The quietness of the procession first appeared as automatons upon long and double pointed bamboos, rapidly nearing us; we noted the machine-like regularity of the rowers' movements. There was no diminution in the speed of those light and fragile craft between those long and powerful strokes. The glittering surface of the mirror was only slightly disturbed by them, but behind those steel rowers came the noisy water churners, exhaling black smoke and emanating to fragments that lovely looking glass. Six hours for six minutes look upon such a scene with the conviction that our time ... waiting up our blood, was it worth it? Emphatically yes. I would do it again tomorrow if I was waiting there would be no two hours further waiting for the steamer to take us back and beyond further risk of rheumatics. Talk about beer goes stale, flat champagne, or your head in the morning, there is no comparison. You weary, waiting and fearful you'd miss your train, nothing to relieve the depression. Oh, I was full of it, and I think that other and more satisfactory arrangements will have to be made for future contests or fewer will see the water way to the hill side beyond, and that ideal position from which to see the best in river pictures, together with an uninterrupted view of the most perfect sculling for the championship that the world can produce.: [952, 719, 1098, 1362]
article: [640, 661, 785, 956]
